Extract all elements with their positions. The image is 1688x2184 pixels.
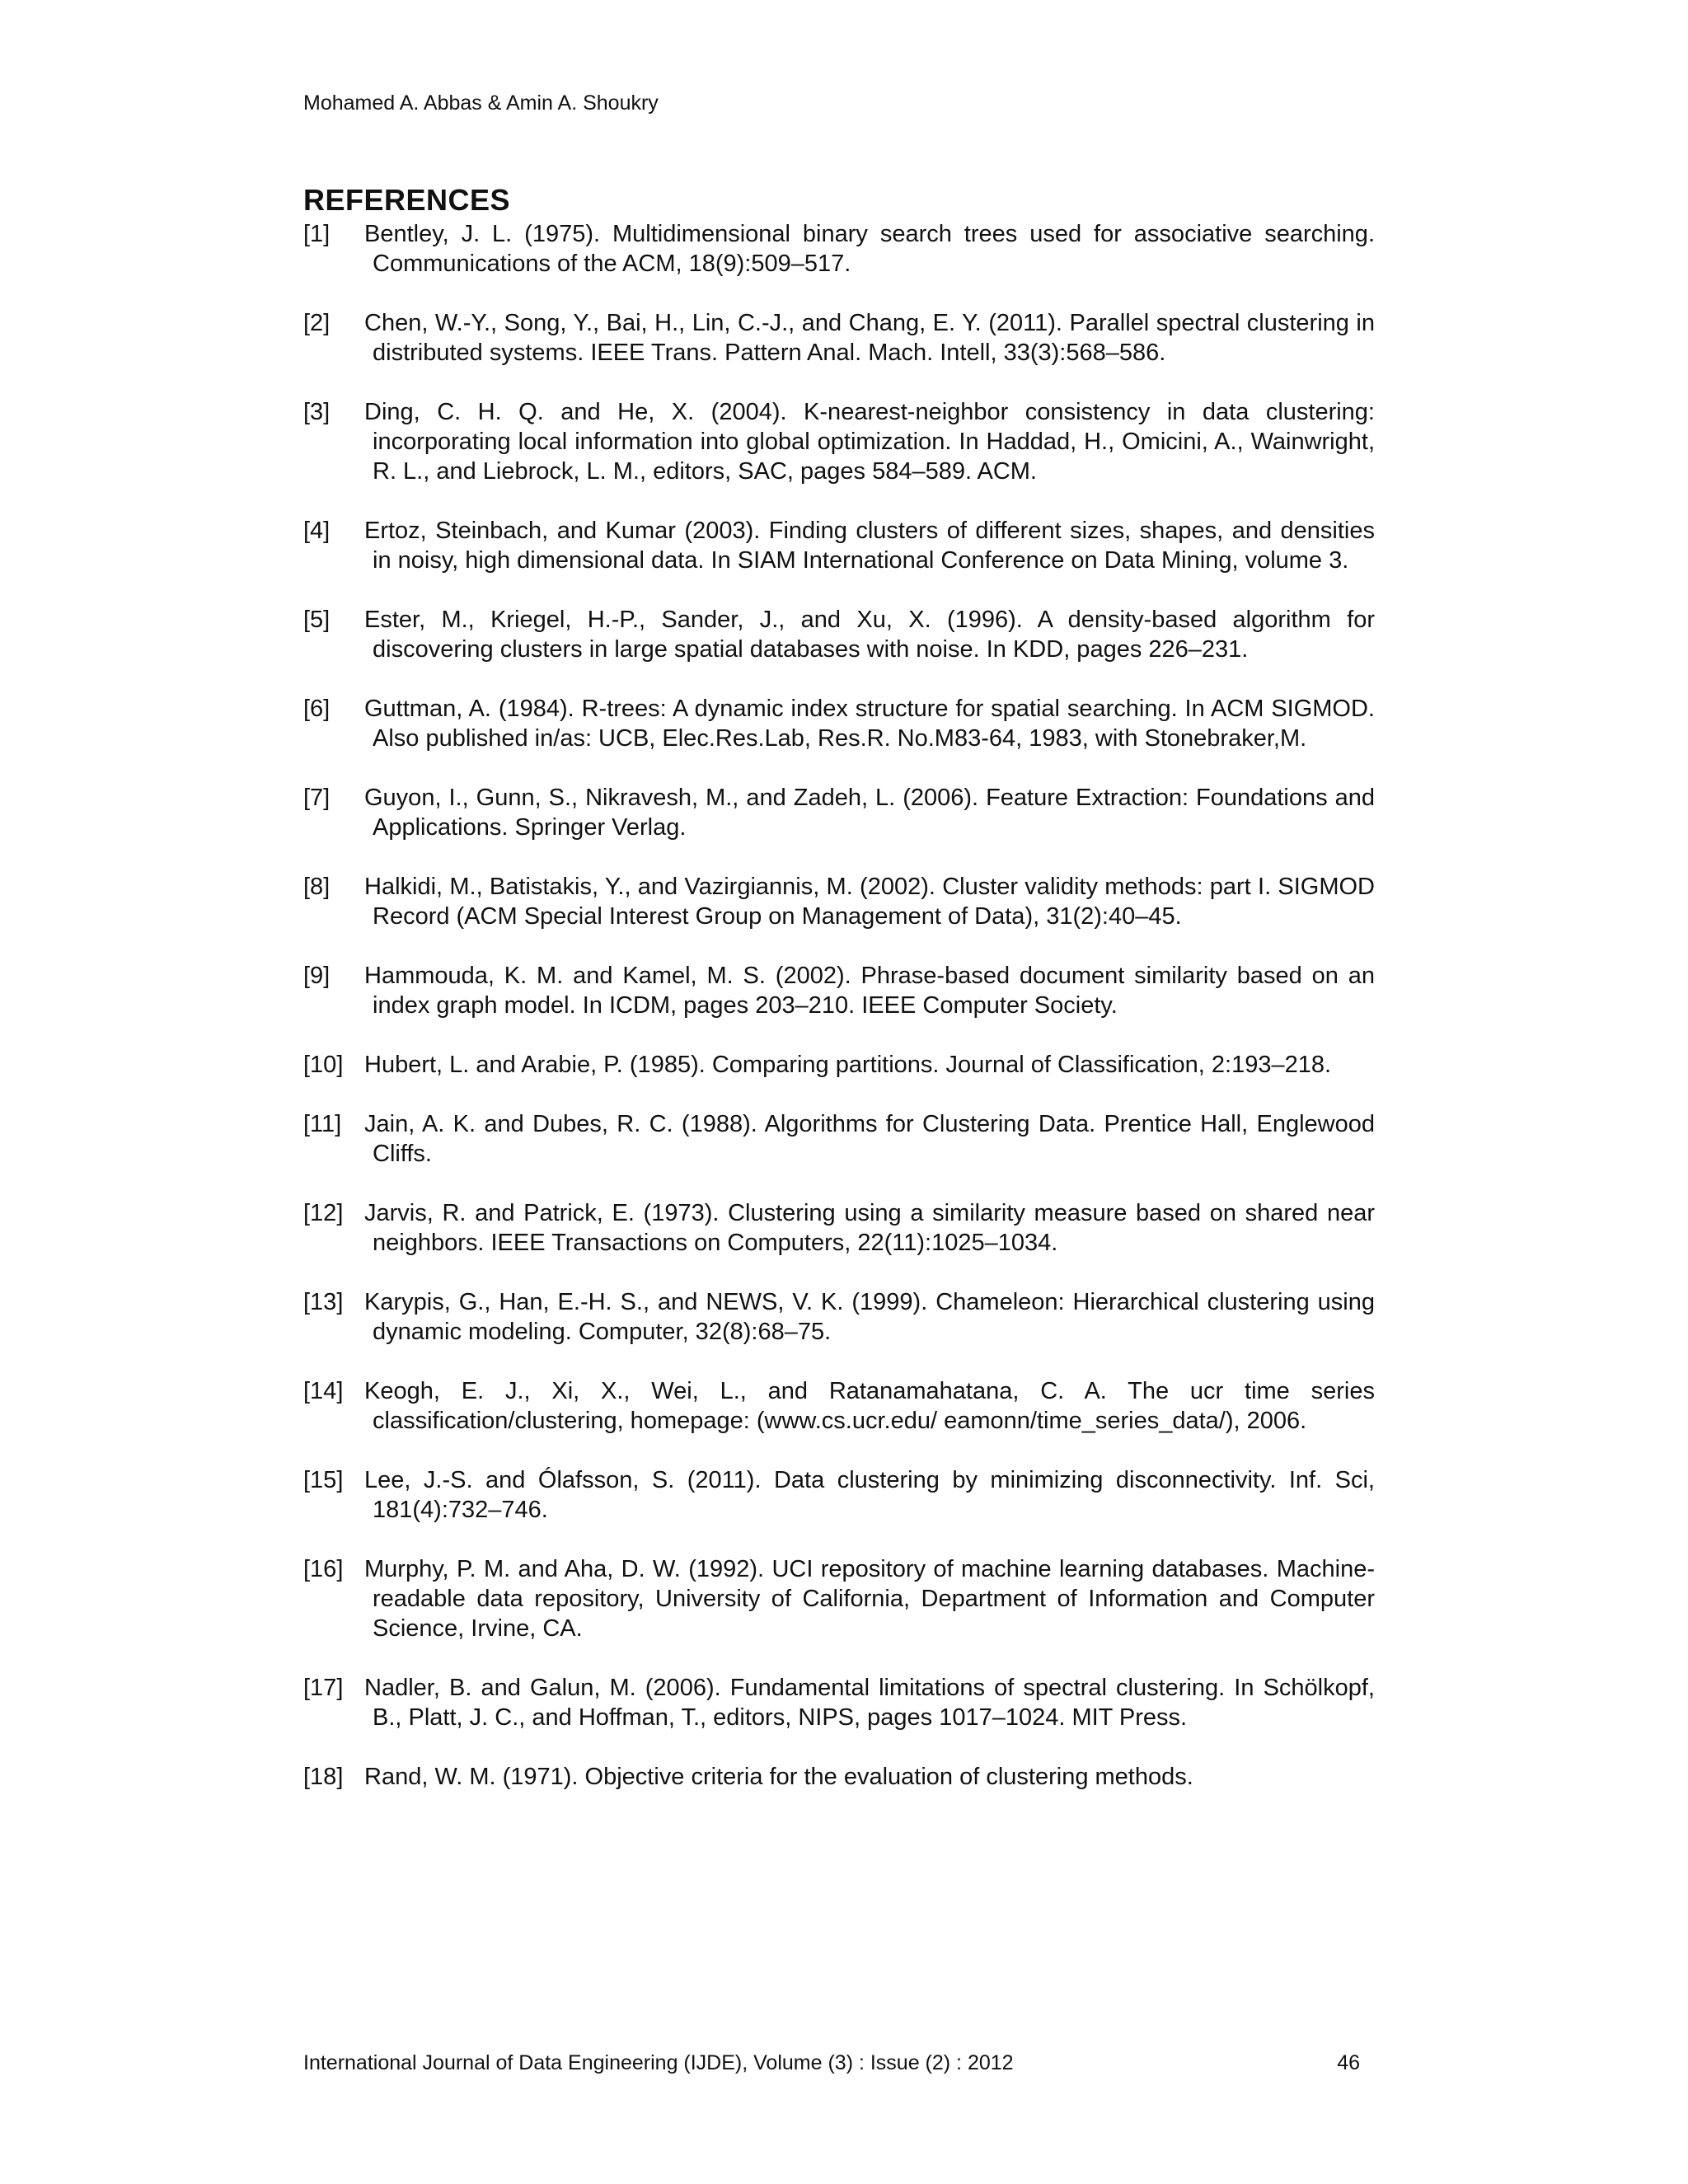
reference-text: Keogh, E. J., Xi, X., Wei, L., and Ratanamahatana, C. A. The ucr time series classification/clustering, homepage: (www.cs.ucr.edu/ eamonn/time_series_data/), 2006. — [364, 1378, 1375, 1434]
reference-text: Ertoz, Steinbach, and Kumar (2003). Finding clusters of different sizes, shapes, and densities in noisy, high dimensional data. In SIAM International Conference on Data Mining, volume 3. — [364, 518, 1375, 574]
reference-text: Jarvis, R. and Patrick, E. (1973). Clustering using a similarity measure based on shared near neighbors. IEEE Transactions on Computers, 22(11):1025–1034. — [364, 1200, 1375, 1256]
reference-list — [303, 219, 1375, 1821]
reference-number: [14] — [303, 1378, 344, 1404]
reference-number: [4] — [303, 518, 331, 544]
page-number: 46 — [1337, 2051, 1360, 2074]
reference-item — [303, 1554, 1375, 1643]
reference-item — [303, 1673, 1375, 1732]
reference-item — [303, 1198, 1375, 1258]
reference-number: [3] — [303, 399, 331, 425]
reference-text: Rand, W. M. (1971). Objective criteria for the evaluation of clustering methods. — [364, 1764, 1193, 1790]
reference-item — [303, 1109, 1375, 1169]
reference-text: Lee, J.-S. and Ólafsson, S. (2011). Data clustering by minimizing disconnectivity. Inf. Sci, 181(4):732–746. — [364, 1467, 1375, 1523]
reference-number: [13] — [303, 1289, 344, 1315]
footer-journal-info: International Journal of Data Engineering (IJDE), Volume (3) : Issue (2) : 2012 — [303, 2051, 1014, 2074]
reference-item — [303, 694, 1375, 753]
reference-item — [303, 1762, 1375, 1792]
reference-text: Ding, C. H. Q. and He, X. (2004). K-nearest-neighbor consistency in data clustering: incorporating local information into global optimization. In Haddad, H., Omicini, A., Wainwright, R. L., and Liebrock, L. M., editors, SAC, pages 584–589. ACM. — [364, 399, 1375, 485]
reference-text: Nadler, B. and Galun, M. (2006). Fundamental limitations of spectral clustering. In Schölkopf, B., Platt, J. C., and Hoffman, T., editors, NIPS, pages 1017–1024. MIT Press. — [364, 1675, 1375, 1731]
reference-item — [303, 605, 1375, 664]
reference-item — [303, 397, 1375, 486]
reference-number: [6] — [303, 696, 331, 722]
reference-text: Guttman, A. (1984). R-trees: A dynamic index structure for spatial searching. In ACM SIGMOD. Also published in/as: UCB, Elec.Res.Lab, Res.R. No.M83-64, 1983, with Stonebraker,M. — [364, 696, 1375, 752]
reference-text: Hammouda, K. M. and Kamel, M. S. (2002). Phrase-based document similarity based on an index graph model. In ICDM, pages 203–210. IEEE Computer Society. — [364, 963, 1375, 1019]
section-title: REFERENCES — [303, 183, 511, 217]
reference-number: [12] — [303, 1200, 344, 1226]
reference-number: [5] — [303, 607, 331, 633]
reference-item — [303, 308, 1375, 368]
reference-number: [11] — [303, 1111, 342, 1137]
reference-item — [303, 516, 1375, 575]
reference-number: [18] — [303, 1764, 344, 1790]
reference-text: Chen, W.-Y., Song, Y., Bai, H., Lin, C.-J., and Chang, E. Y. (2011). Parallel spectral clustering in distributed systems. IEEE Trans. Pattern Anal. Mach. Intell, 33(3):568–586. — [364, 310, 1375, 366]
reference-item — [303, 872, 1375, 931]
reference-number: [1] — [303, 221, 331, 247]
reference-item — [303, 219, 1375, 279]
reference-text: Jain, A. K. and Dubes, R. C. (1988). Algorithms for Clustering Data. Prentice Hall, Englewood Cliffs. — [364, 1111, 1375, 1167]
reference-item — [303, 1287, 1375, 1347]
reference-number: [16] — [303, 1556, 344, 1582]
reference-item — [303, 1050, 1375, 1080]
reference-number: [2] — [303, 310, 331, 336]
reference-item — [303, 1465, 1375, 1525]
reference-text: Ester, M., Kriegel, H.-P., Sander, J., and Xu, X. (1996). A density-based algorithm for discovering clusters in large spatial databases with noise. In KDD, pages 226–231. — [364, 607, 1375, 663]
reference-number: [17] — [303, 1675, 344, 1701]
reference-text: Murphy, P. M. and Aha, D. W. (1992). UCI repository of machine learning databases. Machine-readable data repository, University of California, Department of Information and Computer Science, Irvine, CA. — [364, 1556, 1375, 1642]
reference-text: Halkidi, M., Batistakis, Y., and Vazirgiannis, M. (2002). Cluster validity methods: part I. SIGMOD Record (ACM Special Interest Group on Management of Data), 31(2):40–45. — [364, 874, 1375, 930]
reference-number: [8] — [303, 874, 331, 900]
reference-number: [9] — [303, 963, 331, 989]
running-head-authors: Mohamed A. Abbas & Amin A. Shoukry — [303, 91, 659, 115]
reference-text: Bentley, J. L. (1975). Multidimensional binary search trees used for associative searching. Communications of the ACM, 18(9):509–517. — [364, 221, 1375, 277]
reference-text: Guyon, I., Gunn, S., Nikravesh, M., and Zadeh, L. (2006). Feature Extraction: Foundations and Applications. Springer Verlag. — [364, 785, 1375, 841]
reference-number: [7] — [303, 785, 331, 811]
reference-number: [10] — [303, 1052, 344, 1078]
reference-number: [15] — [303, 1467, 344, 1493]
reference-item — [303, 783, 1375, 842]
reference-item — [303, 1376, 1375, 1436]
reference-text: Hubert, L. and Arabie, P. (1985). Comparing partitions. Journal of Classification, 2:193–218. — [364, 1052, 1332, 1078]
reference-text: Karypis, G., Han, E.-H. S., and NEWS, V. K. (1999). Chameleon: Hierarchical clustering using dynamic modeling. Computer, 32(8):68–75. — [364, 1289, 1375, 1345]
reference-item — [303, 961, 1375, 1020]
